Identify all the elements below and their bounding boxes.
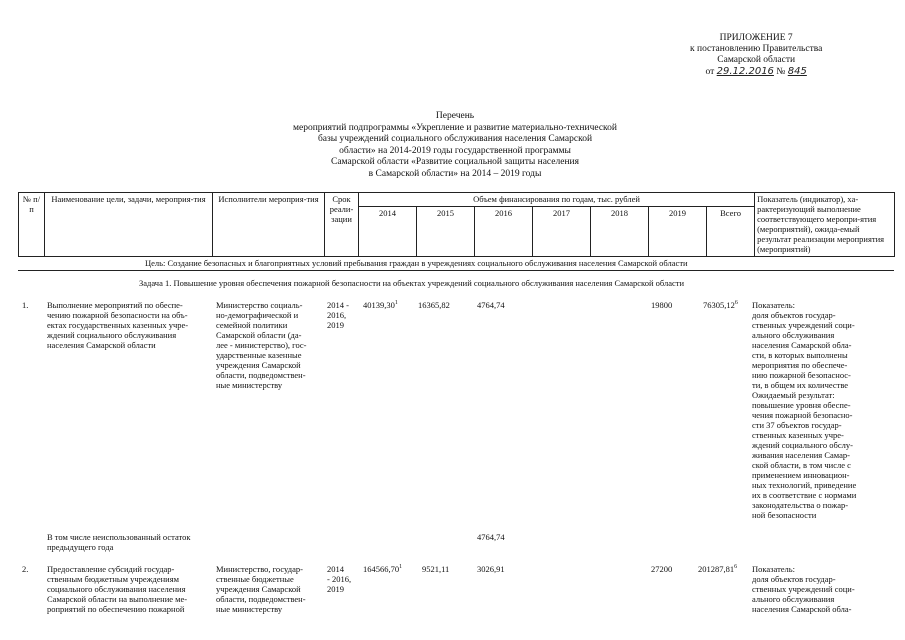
row-value-2019: 27200 — [651, 564, 673, 574]
row-executors: Министерство социаль- но-демографической и семейной политики Самарской области (да- лее - министерство), гос- ударственные казенные учреждения Самарской области, подведомствен- ные министерству — [216, 300, 307, 390]
row-value-2016: 3026,91 — [477, 564, 505, 574]
appendix-date: 29.12.2016 — [716, 66, 774, 77]
document-title — [245, 111, 665, 180]
row-value-2019: 19800 — [651, 300, 673, 310]
row-value-2016: 4764,74 — [477, 300, 505, 310]
title-line: Перечень — [435, 111, 475, 121]
header-year: 2015 — [417, 207, 475, 257]
row-name: Предоставление субсидий государ- ственным бюджетным учреждениям социального обслуживания населения Самарской области на выполнение ме- роприятий по обеспечению пожарной — [47, 564, 188, 614]
header-year: 2018 — [591, 207, 649, 257]
header-num: № п/п — [19, 193, 45, 257]
appendix-ref: к постановлению Правительства — [690, 44, 823, 54]
row-value-2014: 164566,70$^1$ — [363, 564, 403, 574]
row-term: 2014 - 2016, 2019 — [327, 300, 349, 330]
row-sub-name: В том числе неиспользованный остаток предыдущего года — [47, 532, 191, 552]
row-indicator: Показатель: доля объектов государ- ственных учреждений соци- ального обслуживания населения Самарской обла- — [752, 564, 855, 614]
header-year: 2019 — [649, 207, 707, 257]
header-executors: Исполнители мероприя-тия — [213, 193, 325, 257]
row-num: 1. — [22, 300, 29, 310]
title-line: области» на 2014-2019 годы государственной программы — [339, 145, 571, 156]
row-name: Выполнение мероприятий по обеспе- чению пожарной безопасности на объ- ектах государственных казенных учре- ждений социального обслуживания населения Самарской области — [47, 300, 189, 350]
row-value-2015: 9521,11 — [422, 564, 450, 574]
row-sub-value-2016: 4764,74 — [477, 532, 505, 542]
appendix-from: от — [705, 67, 715, 77]
appendix-date-line — [690, 66, 822, 78]
row-num: 2. — [22, 564, 29, 574]
header-year: 2016 — [475, 207, 533, 257]
title-line: мероприятий подпрограммы «Укрепление и развитие материально-технической — [293, 122, 617, 133]
header-funding: Объем финансирования по годам, тыс. рублей — [359, 193, 755, 207]
appendix-region: Самарской области — [717, 55, 796, 65]
header-total: Всего — [707, 207, 755, 257]
row-value-2015: 16365,82 — [418, 300, 450, 310]
appendix-no: № — [776, 67, 786, 77]
goal-text: Цель: Создание безопасных и благоприятных условий пребывания граждан в учреждениях социального обслуживания населения Самарской области — [145, 258, 688, 268]
header-indicator: Показатель (индикатор), ха-рактеризующий выполнение соответствующего меропри-ятия (мероприятий), ожида-емый результат реализации мероприятия (мероприятий) — [755, 193, 895, 257]
appendix-title: ПРИЛОЖЕНИЕ 7 — [719, 33, 793, 43]
row-value-total: 76305,12$^6$ — [703, 300, 738, 310]
header-term: Срок реали-зации — [325, 193, 359, 257]
title-line: в Самарской области» на 2014 – 2019 годы — [368, 168, 542, 179]
divider — [18, 270, 894, 271]
row-term: 2014 - 2016, 2019 — [327, 564, 352, 594]
task-text: Задача 1. Повышение уровня обеспечения пожарной безопасности на объектах учреждений социального обслуживания населения Самарской области — [139, 278, 685, 288]
measures-table-header — [18, 192, 895, 257]
title-line: Самарской области «Развитие социальной защиты населения — [331, 157, 579, 167]
header-year: 2017 — [533, 207, 591, 257]
header-year: 2014 — [359, 207, 417, 257]
row-value-total: 201287,81$^6$ — [698, 564, 738, 574]
row-executors: Министерство, государ- ственные бюджетные учреждения Самарской области, подведомствен- ные министерству — [216, 564, 306, 614]
row-indicator: Показатель: доля объектов государ- ственных учреждений соци- ального обслуживания населения Самарской обла- сти, в которых выполнены мероприятия по обеспече- нию пожарной безопаснос- ти, в общем их количестве Ожидаемый результат: повышение уровня обеспе- чения пожарной безопасно- сти 37 объектов государ- ственных казенных учре- ждений социального обслу- живания населения Самар- ской области, в том числе с применением инновацион- ных технологий, приведение их в соответствие с нормами законодательства о пожар- ной безопасности — [752, 300, 857, 520]
appendix-number: 845 — [787, 66, 807, 77]
title-line: базы учреждений социального обслуживания населения Самарской — [317, 134, 593, 144]
header-name: Наименование цели, задачи, мероприя-тия — [45, 193, 213, 257]
appendix-block — [690, 33, 822, 78]
row-value-2014: 40139,30$^1$ — [363, 300, 398, 310]
